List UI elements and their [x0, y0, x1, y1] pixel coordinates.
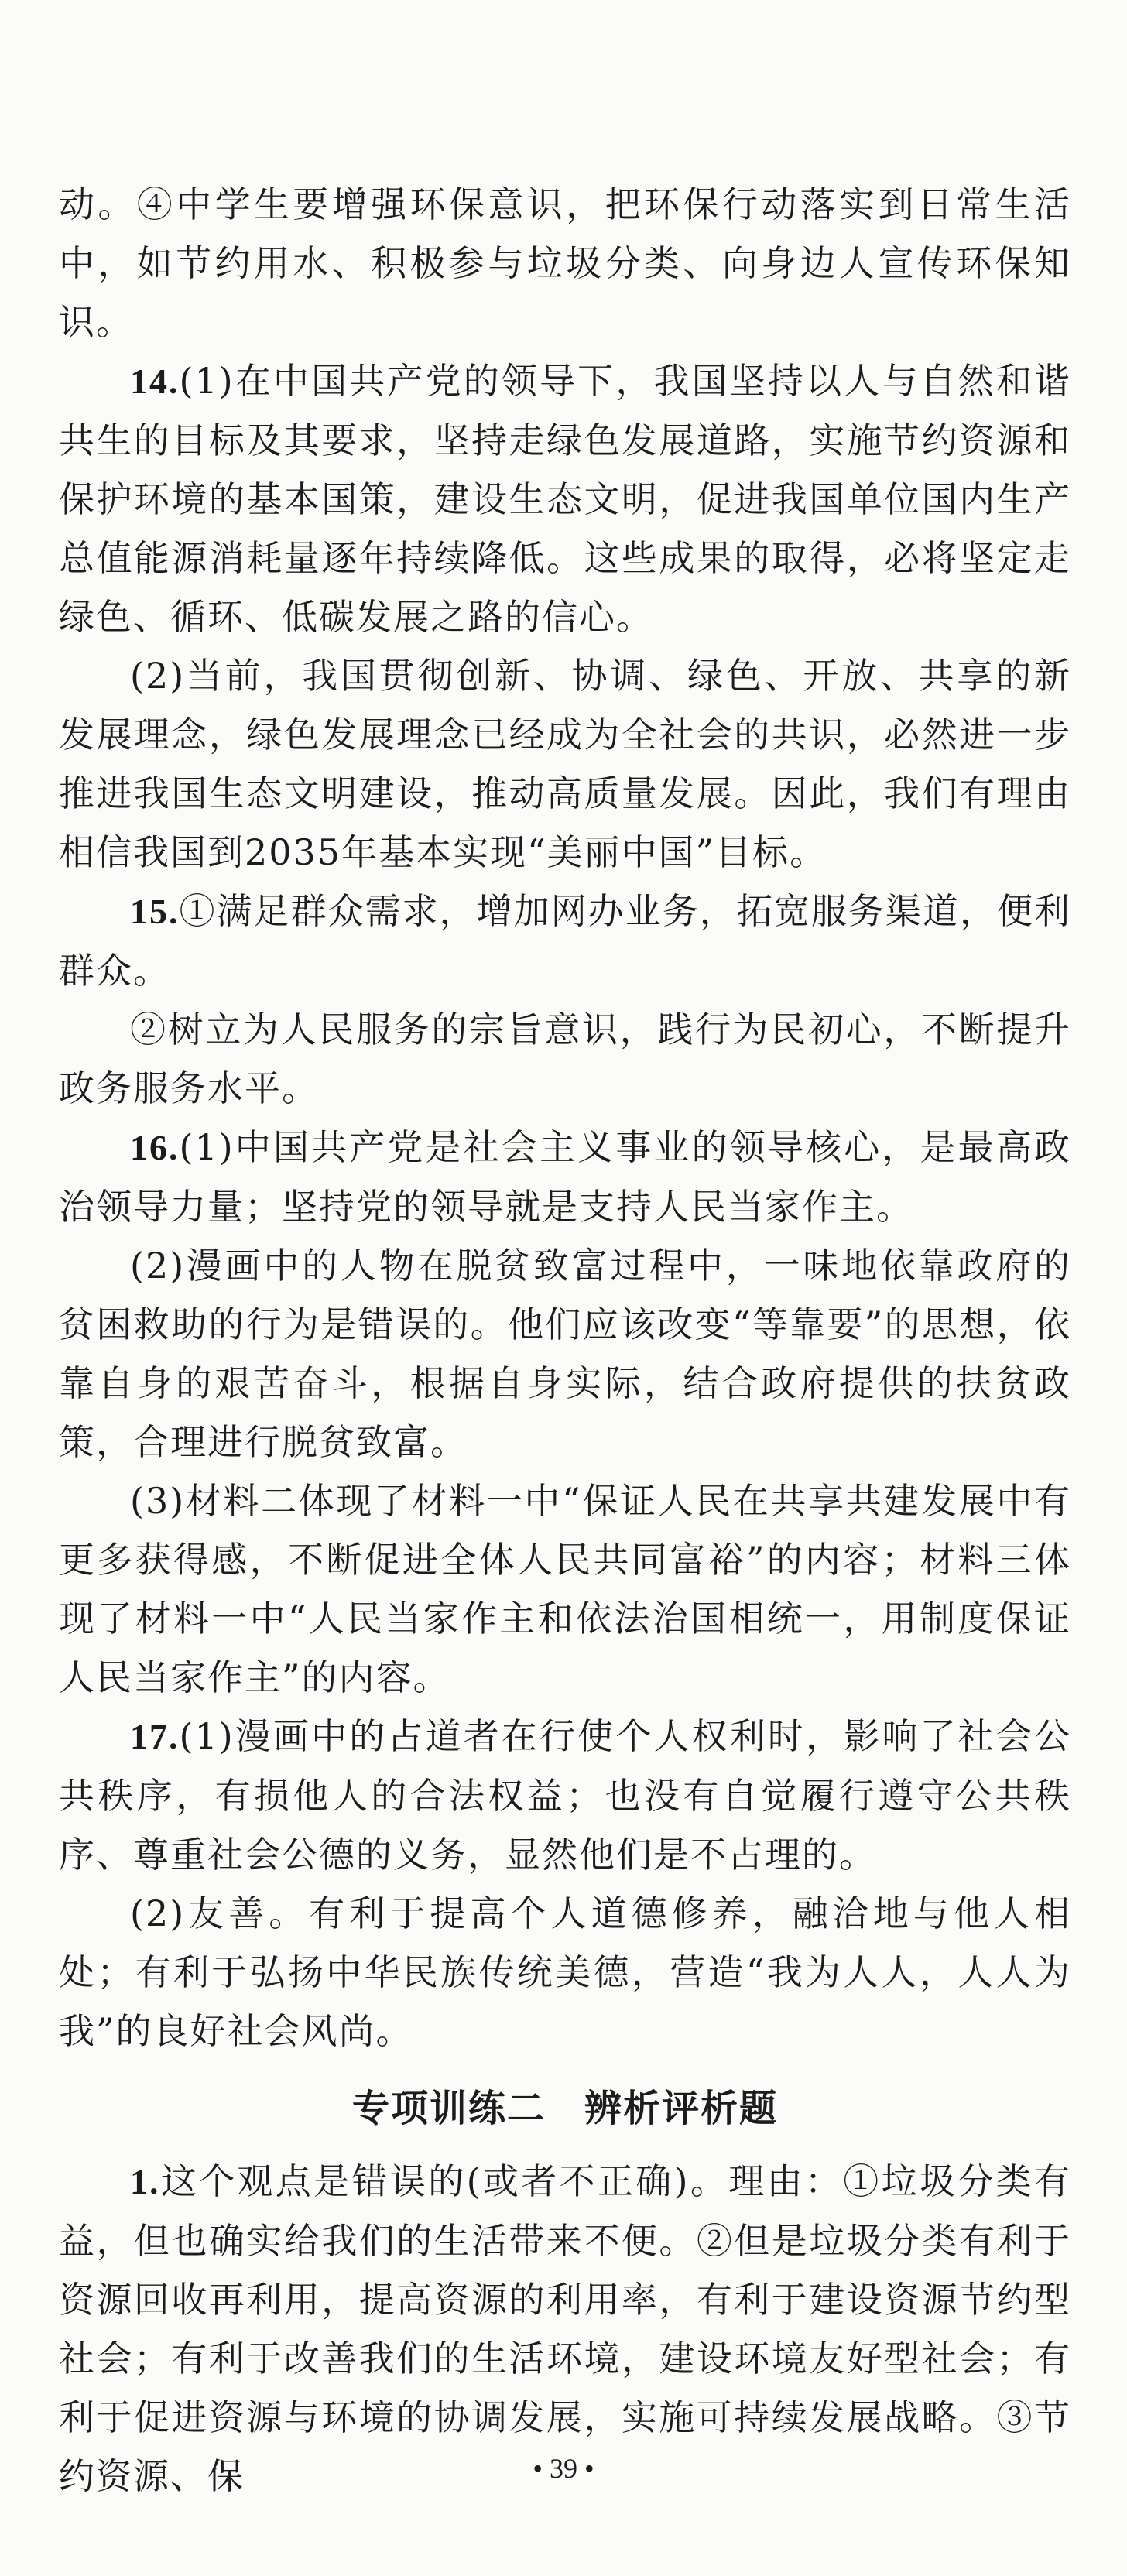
answer-text: 这个观点是错误的(或者不正确)。理由：①垃圾分类有益，但也确实给我们的生活带来不便。②但是垃圾分类有利于资源回收再利用，提高资源的利用率，有利于建设资源节约型社会；有利于改善我们的生活环境，建设环境友好型社会；有利于促进资源与环境的协调发展，实施可持续发展战略。③节约资源、保	[59, 2160, 1071, 2497]
answer-text: 动。④中学生要增强环保意识，把环保行动落实到日常生活中，如节约用水、积极参与垃圾分类、向身边人宣传环保知识。	[59, 183, 1071, 343]
page-number: • 39 •	[533, 2453, 594, 2484]
answer-text: (1)在中国共产党的领导下，我国坚持以人与自然和谐共生的目标及其要求，坚持走绿色发展道路，实施节约资源和保护环境的基本国策，建设生态文明，促进我国单位国内生产总值能源消耗量逐年持续降低。这些成果的取得，必将坚定走绿色、循环、低碳发展之路的信心。	[59, 360, 1071, 638]
answer-text: ②树立为人民服务的宗旨意识，践行为民初心，不断提升政务服务水平。	[59, 1009, 1071, 1109]
answer-paragraph	[59, 175, 1071, 351]
answer-paragraph	[59, 1707, 1071, 1884]
question-number: 14.	[130, 361, 180, 401]
answer-text: (1)中国共产党是社会主义事业的领导核心，是最高政治领导力量；坚持党的领导就是支持人民当家作主。	[59, 1126, 1071, 1228]
answer-text: (1)漫画中的占道者在行使个人权利时，影响了社会公共秩序，有损他人的合法权益；也没有自觉履行遵守公共秩序、尊重社会公德的义务，显然他们是不占理的。	[59, 1715, 1071, 1875]
answer-text: (2)漫画中的人物在脱贫致富过程中，一味地依靠政府的贫困救助的行为是错误的。他们应该改变“等靠要”的思想，依靠自身的艰苦奋斗，根据自身实际，结合政府提供的扶贫政策，合理进行脱贫致富。	[59, 1245, 1071, 1463]
question-number: 17.	[130, 1717, 180, 1756]
answer-content	[59, 175, 1071, 2506]
answer-paragraph	[59, 1118, 1071, 1236]
answer-paragraph	[59, 1884, 1071, 2060]
answers-section-1	[59, 175, 1071, 2060]
question-number: 16.	[130, 1128, 180, 1167]
question-number: 1.	[130, 2162, 160, 2201]
answer-paragraph	[59, 351, 1071, 646]
answer-paragraph	[59, 1471, 1071, 1707]
section-title: 专项训练二 辨析评析题	[351, 2087, 778, 2130]
answer-paragraph	[59, 882, 1071, 1000]
answer-text: ①满足群众需求，增加网办业务，拓宽服务渠道，便利群众。	[59, 890, 1071, 992]
answer-paragraph	[59, 646, 1071, 882]
answer-paragraph	[59, 1236, 1071, 1471]
answer-text: (3)材料二体现了材料一中“保证人民在共享共建发展中有更多获得感，不断促进全体人民共同富裕”的内容；材料三体现了材料一中“人民当家作主和依法治国相统一，用制度保证人民当家作主”的内容。	[59, 1480, 1071, 1698]
answer-paragraph	[59, 1000, 1071, 1118]
answer-text: (2)当前，我国贯彻创新、协调、绿色、开放、共享的新发展理念，绿色发展理念已经成为全社会的共识，必然进一步推进我国生态文明建设，推动高质量发展。因此，我们有理由相信我国到2035年基本实现“美丽中国”目标。	[59, 655, 1071, 873]
question-number: 15.	[130, 892, 180, 931]
answer-text: (2)友善。有利于提高个人道德修养，融洽地与他人相处；有利于弘扬中华民族传统美德，营造“我为人人，人人为我”的良好社会风尚。	[59, 1893, 1071, 2052]
